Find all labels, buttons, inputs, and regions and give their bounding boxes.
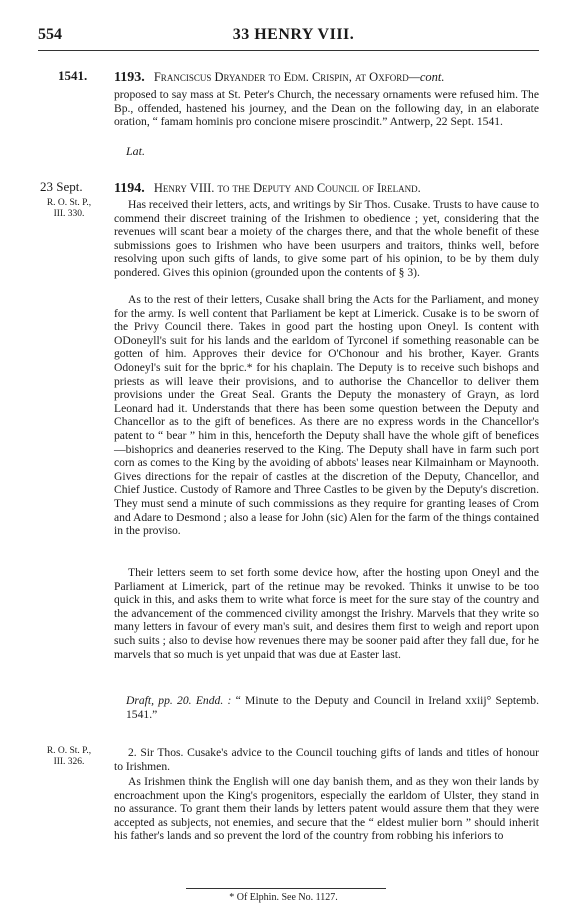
margin-year: 1541. xyxy=(58,68,88,83)
entry-1194-2-heading: 2. Sir Thos. Cusake's advice to the Council touching gifts of lands and titles of honour to Irishmen. xyxy=(114,746,539,773)
page-header xyxy=(38,26,549,48)
footnote-rule xyxy=(186,888,386,889)
margin-date: 23 Sept. xyxy=(40,179,83,194)
endd-text: “ Minute to the Deputy and Council in Ireland xxiij° Septemb. 1541.” xyxy=(126,694,539,721)
entry-1194-para-3: Their letters seem to set forth some device how, after the hosting upon Oneyl and the Parliament at Limerick, part of the retinue may be revoked. Thinks it unwise to be too quick in this, and asks them to write what force is meet for the sure stay of the country and the advancement of the commenced civility amongst the Irishry. Marvels that they write so many letters in favour of every man's suit, and desires them first to weigh and report upon such suits ; also to devise how revenues there may be sooner paid after they fall due, for he marvels that so much is yet unpaid that was due at Easter last. xyxy=(114,566,539,661)
footnote: * Of Elphin. See No. 1127. xyxy=(229,892,338,903)
entry-number: 1193. xyxy=(114,70,145,85)
margin-reference: R. O. St. P., III. 330. xyxy=(46,198,92,219)
entry-1194-heading xyxy=(114,181,539,196)
entry-1193-lang: Lat. xyxy=(126,144,146,158)
running-title: 33 HENRY VIII. xyxy=(232,26,355,43)
entry-1193-text: proposed to say mass at St. Peter's Church, the necessary ornaments were refused him. The Bp., offended, hastened his journey, and the Dean on the following day, in an elaborate oration, “ famam hominis pro concione misere proscindit.” Antwerp, 22 Sept. 1541. xyxy=(114,88,539,129)
entry-title: Franciscus Dryander to Edm. Crispin, at Oxford xyxy=(153,70,409,84)
entry-title: Henry VIII. to the Deputy and Council of Ireland. xyxy=(153,181,421,195)
margin-reference-2: R. O. St. P., III. 326. xyxy=(46,746,92,767)
entry-1194-2-text: As Irishmen think the English will one day banish them, and as they won their lands by encroachment upon the King's progenitors, especially the earldom of Ulster, they stand in no assurance. To grant them their lands by letters patent would assure them that they were accepted as subjects, not enemies, and secure that the “ eldest mulier born ” should inherit his father's lands and so prevent the lord of the country from robbing his inferiors to xyxy=(114,775,539,843)
entry-1194-endorsement xyxy=(126,694,539,721)
page-number: 554 xyxy=(38,26,62,43)
entry-1194-para-1: Has received their letters, acts, and writings by Sir Thos. Cusake. Trusts to have cause to commend their discreet training of the Irishmen to obedience ; yet, considering that the revenues will scant bear a moiety of the charges there, and that the whole benefit of these submissions goes to Irishmen who have been usurpers and traitors, thinks well, before resolving upon such gifts of lands, to give some part of his opinion, to be by them duly pondered. Gives this opinion (grounded upon the contents of § 3). xyxy=(114,198,539,279)
draft-label: Draft, pp. 20. xyxy=(126,694,192,707)
header-rule xyxy=(38,50,539,51)
entry-number: 1194. xyxy=(114,181,145,196)
entry-1193-heading xyxy=(114,70,539,85)
entry-cont: —cont. xyxy=(408,70,445,84)
endd-label: Endd. : xyxy=(195,694,232,707)
entry-1194-para-2: As to the rest of their letters, Cusake shall bring the Acts for the Parliament, and money for the army. Is well content that Parliament be kept at Limerick. Cusake is to be sworn of the Privy Council there. Takes in good part the hosting upon Oneyl. Is content with ODoneyll's suit for his lands and the earldom of Tyrconel if something reasonable can be gotten of him. Approves their device for O'Chonour and his brother, Kayer. Grants Odoneyl's suit for the bpric.* for his chaplain. The Deputy is to receive such bishops and priests as will leave their provisions, and to authorise the Chancellor to deliver them provisions under the Great Seal. Grants the Deputy the monastery of Grayn, as lord Leonard had it. Understands that there has been some question between the Deputy and Chancellor as to the gift of benefices. As there are no express words in the Chancellor's patent to “ bear ” him in this, henceforth the Deputy shall have the whole gift of benefices—bishoprics and deaneries reserved to the King. The Deputy shall have in farm such port corn as comes to the King by the avoiding of abbots' leases near Kilmainham or Maynooth. Gives directions for the repair of castles at the discretion of the Deputy, Chancellor, and Chief Justice. Custody of Ramore and Three Castles to be given by the Deputy's discretion. They must send a minute of such commissions as they require for granting leases of Crom and Adare to Desmond ; also a lease for John (sic) Alen for the farm of the things contained in the proviso. xyxy=(114,293,539,538)
